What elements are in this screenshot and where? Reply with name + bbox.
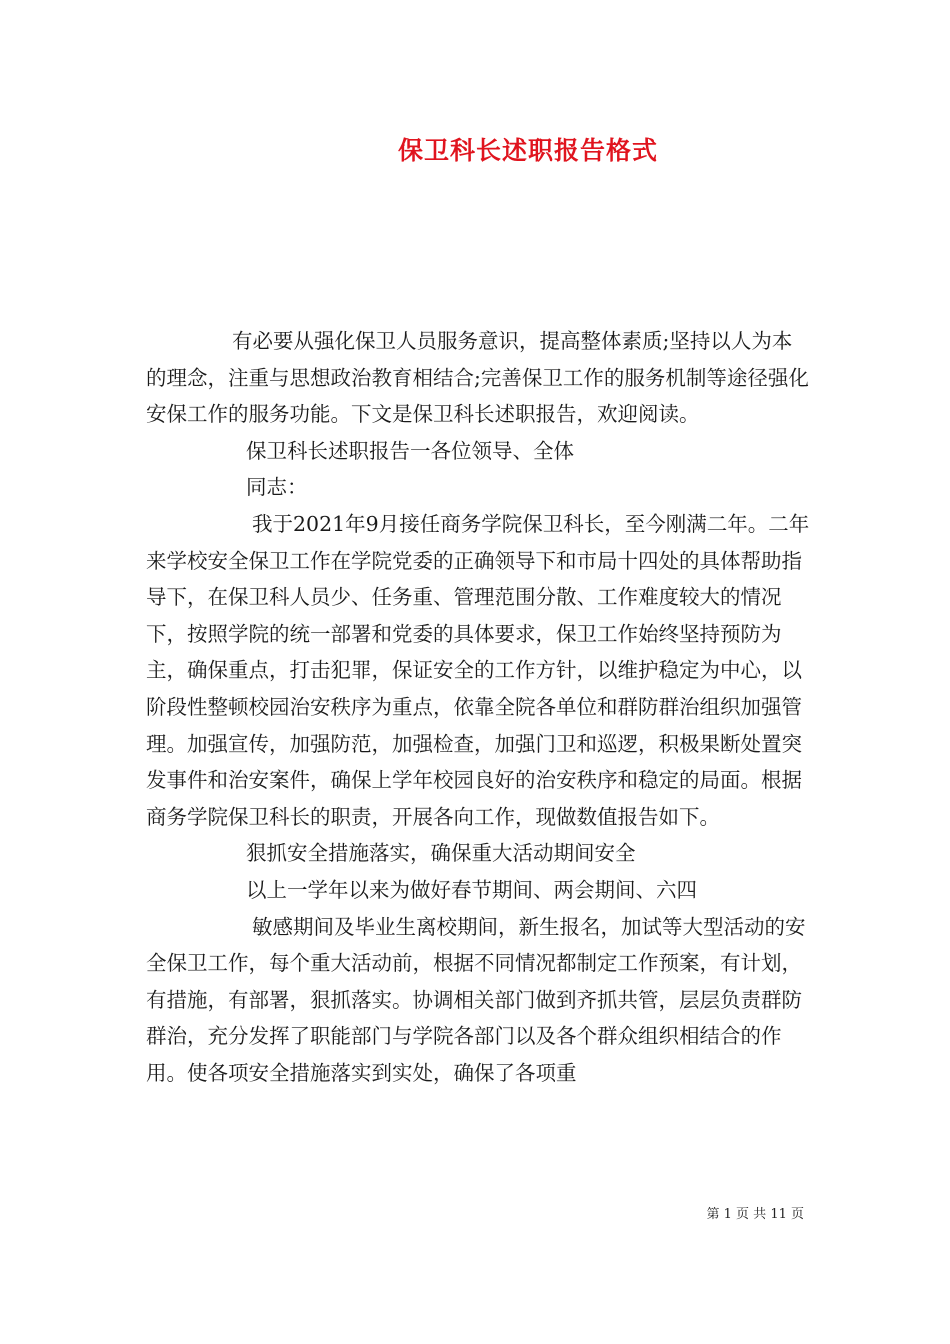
paragraph-section-lead: 以上一学年以来为做好春节期间、两会期间、六四	[246, 877, 697, 902]
paragraph-section-heading: 狠抓安全措施落实，确保重大活动期间安全	[246, 841, 636, 866]
paragraph-section-body: 敏感期间及毕业生离校期间，新生报名，加试等大型活动的安全保卫工作，每个重大活动前，根据不同情况都制定工作预案，有计划，有措施，有部署，狠抓落实。协调相关部门做到齐抓共管，层层负责群防群治，充分发挥了职能部门与学院各部门以及各个群众组织相结合的作用。使各项安全措施落实到实处，确保了各项重	[146, 914, 806, 1085]
document-body	[146, 323, 812, 1091]
paragraph-report-main: 我于2021年9月接任商务学院保卫科长，至今刚满二年。二年来学校安全保卫工作在学院党委的正确领导下和市局十四处的具体帮助指导下，在保卫科人员少、任务重、管理范围分散、工作难度较大的情况下，按照学院的统一部署和党委的具体要求，保卫工作始终坚持预防为主，确保重点，打击犯罪，保证安全的工作方针，以维护稳定为中心，以阶段性整顿校园治安秩序为重点，依靠全院各单位和群防群治组织加强管理。加强宣传，加强防范，加强检查，加强门卫和巡逻，积极果断处置突发事件和治安案件，确保上学年校园良好的治安秩序和稳定的局面。根据商务学院保卫科长的职责，开展各向工作，现做数值报告如下。	[146, 511, 810, 829]
paragraph-salutation-cont: 同志：	[246, 475, 308, 500]
paragraph-intro: 有必要从强化保卫人员服务意识，提高整体素质;坚持以人为本的理念，注重与思想政治教育相结合;完善保卫工作的服务机制等途径强化安保工作的服务功能。下文是保卫科长述职报告，欢迎阅读。	[146, 329, 809, 427]
paragraph-salutation: 保卫科长述职报告一各位领导、全体	[246, 438, 574, 463]
page-number-footer: 第 1 页 共 11 页	[706, 1207, 804, 1222]
document-title: 保卫科长述职报告格式	[397, 136, 658, 165]
